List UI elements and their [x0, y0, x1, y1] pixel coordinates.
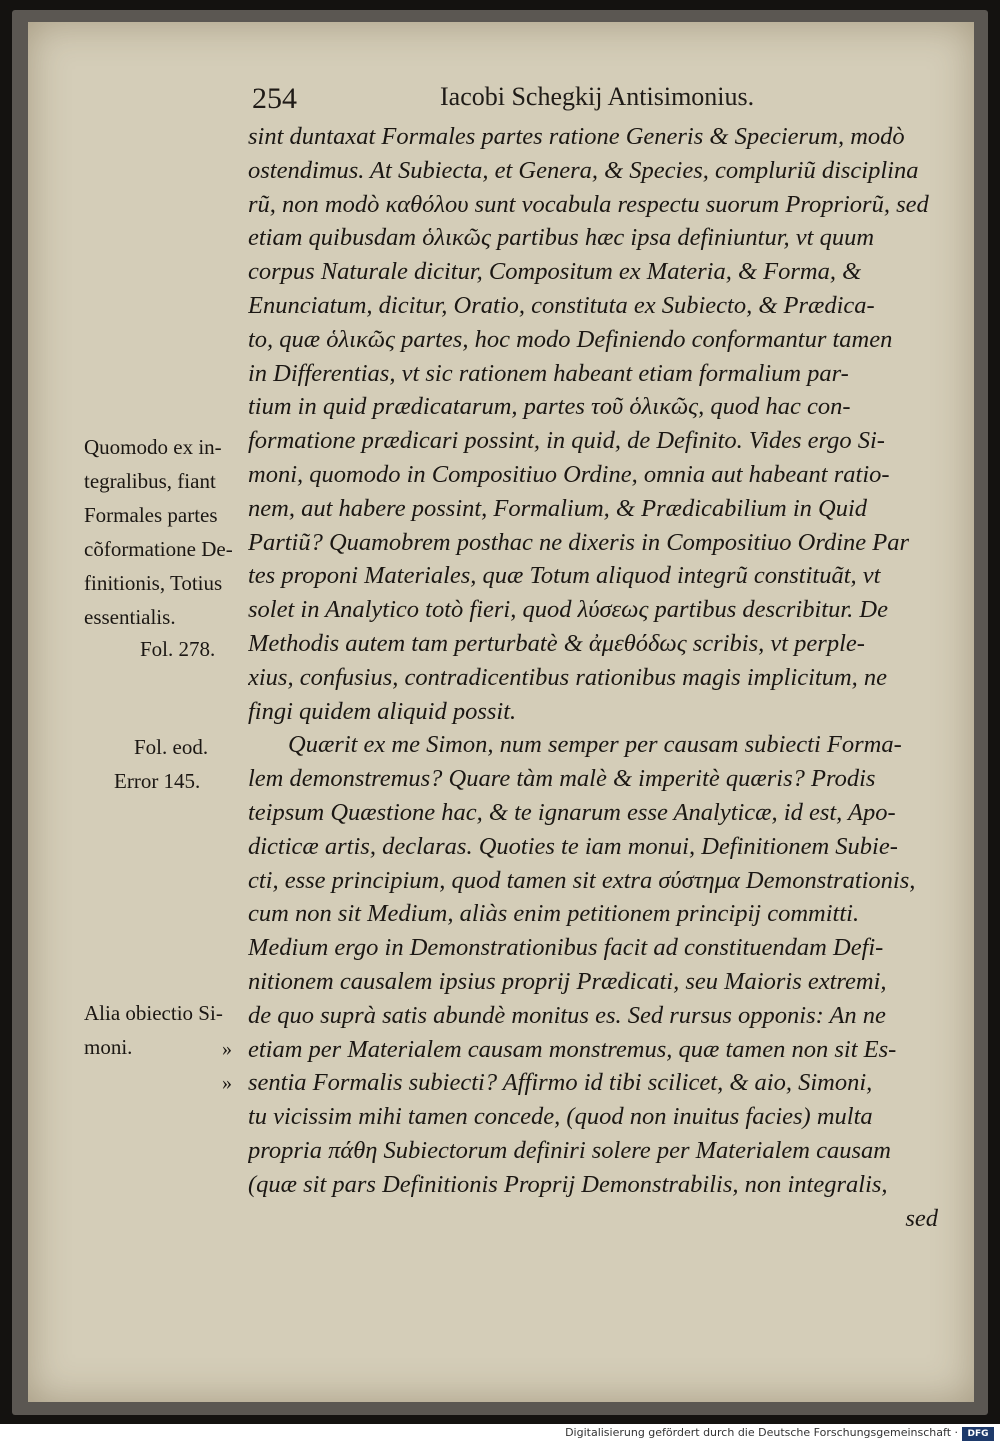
text-line: solet in Analytico totò fieri, quod λύσεως partibus describitur. De [248, 596, 888, 624]
text-line: de quo suprà satis abundè monitus es. Sed rursus opponis: An ne [248, 1001, 886, 1029]
text-line: dicticæ artis, declaras. Quoties te iam monui, Definitionem Subie- [248, 832, 898, 860]
quote-mark: » [222, 1038, 232, 1060]
margin-note-composition [84, 430, 233, 634]
running-head: Iacobi Schegkij Antisimonius. [440, 82, 755, 111]
text-line: teipsum Quæstione hac, & te ignarum esse Analyticæ, id est, Apo- [248, 798, 896, 826]
text-line: to, quæ ὁλικῶς partes, hoc modo Definiendo conformantur tamen [248, 325, 893, 353]
margin-note-line: Formales partes [84, 503, 218, 527]
margin-note-line: Alia obiectio Si- [84, 1001, 223, 1025]
text-line: ostendimus. At Subiecta, et Genera, & Species, compluriũ disciplina [248, 156, 919, 184]
margin-note-fol-278: Fol. 278. [140, 637, 216, 661]
margin-note-line: essentialis. [84, 605, 176, 629]
page-number: 254 [252, 82, 297, 115]
margin-note-error: Error 145. [114, 769, 201, 793]
text-line: tium in quid prædicatarum, partes τοῦ ὁλικῶς, quod hac con- [248, 393, 851, 421]
text-line: tu vicissim mihi tamen concede, (quod non inuitus facies) multa [248, 1103, 873, 1131]
text-line: sentia Formalis subiecti? Affirmo id tibi scilicet, & aio, Simoni, [248, 1069, 873, 1097]
margin-note-objection [84, 996, 223, 1064]
text-line: Methodis autem tam perturbatè & ἀμεθόδως scribis, vt perple- [248, 629, 865, 657]
text-line: (quæ sit pars Definitionis Proprij Demonstrabilis, non integralis, [248, 1170, 888, 1198]
text-line: sint duntaxat Formales partes ratione Generis & Specierum, modò [248, 123, 905, 150]
text-line: nitionem causalem ipsius proprij Prædicati, seu Maioris extremi, [248, 967, 887, 995]
text-line: cum non sit Medium, aliàs enim petitionem principij committi. [248, 900, 860, 928]
quote-mark: » [222, 1072, 232, 1094]
margin-note-line: moni. [84, 1035, 133, 1059]
text-line: lem demonstremus? Quare tàm malè & imperitè quæris? Prodis [248, 765, 876, 793]
text-line: propria πάθη Subiectorum definiri solere per Materialem causam [248, 1136, 891, 1164]
text-line: corpus Naturale dicitur, Compositum ex Materia, & Forma, & [248, 258, 862, 286]
margin-note-line: Quomodo ex in- [84, 435, 222, 459]
text-line: fingi quidem aliquid possit. [248, 697, 517, 725]
body-text [248, 120, 948, 1235]
dfg-logo: DFG [962, 1427, 994, 1441]
text-line: in Differentias, vt sic rationem habeant etiam formalium par- [248, 359, 849, 387]
text-line: xius, confusius, contradicentibus rationibus magis implicitum, ne [248, 663, 888, 691]
catchword: sed [905, 1204, 938, 1232]
text-line: cti, esse principium, quod tamen sit extra σύστημα Demonstrationis, [248, 866, 916, 894]
text-line: Medium ergo in Demonstrationibus facit ad constituendam Defi- [248, 934, 884, 962]
margin-note-fol-eod: Fol. eod. [134, 735, 209, 759]
text-line: Partiũ? Quamobrem posthac ne dixeris in Compositiuo Ordine Par [248, 528, 910, 556]
margin-note-line: finitionis, Totius [84, 571, 223, 595]
margin-note-line: tegralibus, fiant [84, 469, 216, 493]
text-line: etiam per Materialem causam monstremus, quæ tamen non sit Es- [248, 1035, 897, 1063]
text-line: formatione prædicari possint, in quid, de Definito. Vides ergo Si- [248, 427, 885, 455]
footer-credit: Digitalisierung gefördert durch die Deutsche Forschungsgemeinschaft · [565, 1426, 958, 1439]
digitization-footer [0, 1424, 1000, 1445]
text-line: nem, aut habere possint, Formalium, & Prædicabilium in Quid [248, 494, 868, 522]
paragraph-start-line: Quærit ex me Simon, num semper per causam subiecti Forma- [288, 731, 902, 759]
margin-note-line: cõformatione De- [84, 537, 233, 561]
text-line: rũ, non modò καθόλου sunt vocabula respectu suorum Propriorũ, sed [248, 190, 929, 218]
text-line: Enunciatum, dicitur, Oratio, constituta ex Subiecto, & Prædica- [248, 291, 875, 319]
text-line: moni, quomodo in Compositiuo Ordine, omnia aut habeant ratio- [248, 460, 890, 488]
text-line: etiam quibusdam ὁλικῶς partibus hæc ipsa definiuntur, vt quum [248, 224, 875, 252]
text-line: tes proponi Materiales, quæ Totum aliquod integrũ constituãt, vt [248, 562, 881, 590]
